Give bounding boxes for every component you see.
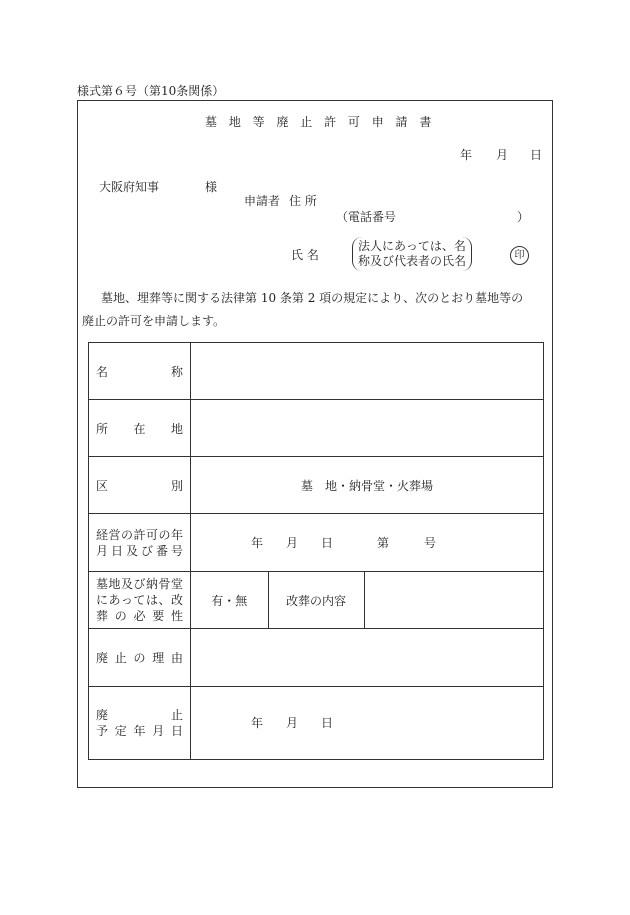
form-number: 様式第６号（第10条関係） <box>77 84 225 98</box>
form-title: 墓 地 等 廃 止 許 可 申 請 書 <box>205 115 436 129</box>
table-row-name <box>89 343 544 400</box>
intro-text-line2: 廃止の許可を申請します。 <box>82 314 226 328</box>
reburial-choice[interactable]: 有・無 <box>191 572 268 628</box>
schedule-year: 年 <box>251 716 264 730</box>
label-category-char1: 区 <box>96 478 109 493</box>
label-schedule <box>89 687 191 760</box>
phone-close: ） <box>517 210 530 224</box>
label-reburial-text: 墓地及び納骨堂にあっては、改葬の必要性 <box>96 577 183 623</box>
table-row-location <box>89 400 544 457</box>
recipient-name: 大阪府知事 <box>99 180 160 194</box>
label-schedule-char2: 止 <box>170 708 183 722</box>
seal-mark: 印 <box>510 246 529 265</box>
table-row-schedule <box>89 687 544 760</box>
label-category-char2: 別 <box>170 478 183 493</box>
field-name[interactable] <box>191 343 544 400</box>
reburial-content-label: 改葬の内容 <box>268 572 364 628</box>
field-schedule[interactable] <box>191 687 544 760</box>
phone-label: （電話番号 <box>336 210 397 224</box>
label-name-char2: 称 <box>170 364 183 379</box>
date-year: 年 <box>460 148 473 162</box>
permit-year: 年 <box>251 535 264 550</box>
field-category[interactable]: 墓 地・納骨堂・火葬場 <box>191 457 544 514</box>
recipient-honorific: 様 <box>205 180 218 194</box>
table-row-permit <box>89 514 544 572</box>
label-permit <box>89 514 191 572</box>
corporate-note <box>352 237 472 271</box>
reburial-subtable <box>191 572 544 628</box>
label-name <box>89 343 191 400</box>
label-permit-text: 経営の許可の年月日及び番号 <box>96 527 183 558</box>
schedule-day: 日 <box>321 716 334 730</box>
label-reason <box>89 629 191 687</box>
corporate-note-line2: 称及び代表者の氏名 <box>358 254 467 268</box>
label-category <box>89 457 191 514</box>
schedule-month: 月 <box>286 716 299 730</box>
field-location[interactable] <box>191 400 544 457</box>
label-location-char3: 地 <box>170 421 183 436</box>
application-table <box>88 342 544 760</box>
label-location-char2: 在 <box>133 421 146 436</box>
field-permit[interactable] <box>191 514 544 572</box>
date-month: 月 <box>496 148 509 162</box>
field-reason[interactable] <box>191 629 544 687</box>
label-location <box>89 400 191 457</box>
intro-text-line1: 墓地、埋葬等に関する法律第 10 条第 2 項の規定により、次のとおり墓地等の <box>101 291 524 305</box>
name-label: 氏 名 <box>291 248 319 262</box>
label-reason-text: 廃止の理由 <box>96 650 183 665</box>
label-schedule-line2: 予定年月日 <box>96 724 183 738</box>
label-schedule-char1: 廃 <box>96 708 109 722</box>
table-row-reason <box>89 629 544 687</box>
address-label: 住 所 <box>289 194 317 208</box>
permit-number-prefix: 第 <box>377 535 390 550</box>
label-location-char1: 所 <box>96 421 109 436</box>
table-row-category <box>89 457 544 514</box>
table-row-reburial <box>89 572 544 629</box>
corporate-note-line1: 法人にあっては、名 <box>358 239 466 253</box>
label-name-char1: 名 <box>96 364 109 379</box>
field-reburial-group <box>191 572 544 629</box>
field-reburial-content[interactable] <box>364 572 544 628</box>
permit-number-suffix: 号 <box>424 535 437 550</box>
permit-day: 日 <box>321 535 334 550</box>
permit-month: 月 <box>286 535 299 550</box>
date-day: 日 <box>530 148 543 162</box>
label-reburial <box>89 572 191 629</box>
applicant-label: 申請者 <box>244 194 281 208</box>
